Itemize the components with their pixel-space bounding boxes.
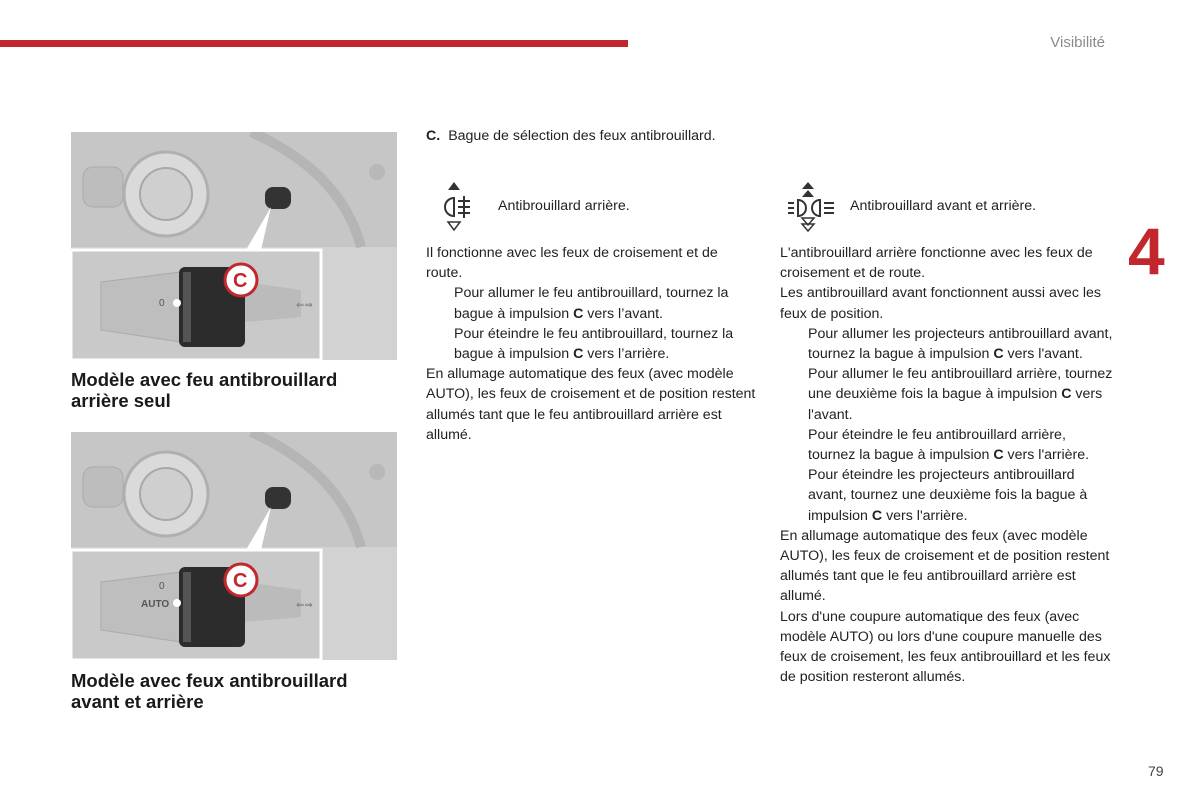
figure1-caption: Modèle avec feu antibrouillard arrière seul xyxy=(71,369,338,411)
header-accent-bar xyxy=(0,40,628,47)
svg-text:⇐⇒: ⇐⇒ xyxy=(296,600,313,611)
list-item: Pour allumer le feu antibrouillard, tournez la bague à impulsion C vers l’avant. xyxy=(454,285,729,322)
column-2-text: L'antibrouillard arrière fonctionne avec les feux de croisement et de route. Les antibrouillard avant fonctionnent aussi avec les feux de position. Pour allumer les projecteurs antibrouillard avant, tournez la bague à impulsion C vers l'avant. Pour allumer le feu antibrouillard arrière, tournez une deuxième fois la bague à impulsion C vers l'avant. Pour éteindre le feu antibrouillard arrière, tournez la bague à impulsion C vers l'arrière. Pour éteindre les projecteurs antibrouillard avant, tournez une deuxième fois la bague à impulsion C vers l'arrière. En allumage automatique des feux (avec modèle AUTO), les feux de croisement et de position restent allumés tant que le feu antibrouillard arrière est allumé. Lors d'une coupure automatique des feux (avec modèle AUTO) ou lors d'une coupure manuelle des feux de croisement, les feux antibrouillard et les feux de position resteront allumés. xyxy=(780,243,1116,687)
front-rear-fog-legend: Antibrouillard avant et arrière. xyxy=(786,180,1036,232)
list-item: Pour allumer les projecteurs antibrouillard avant, tournez la bague à impulsion C vers l'avant. xyxy=(808,325,1113,363)
column-1-text: Il fonctionne avec les feux de croisement et de route. Pour allumer le feu antibrouillard, tournez la bague à impulsion C vers l’avant. Pour éteindre le feu antibrouillard, tournez la bague à impulsion C vers l’arrière. En allumage automatique des feux (avec modèle AUTO), les feux de croisement et de position restent allumés tant que le feu antibrouillard arrière est allumé. xyxy=(426,245,756,443)
list-item: Pour allumer le feu antibrouillard arrière, tournez une deuxième fois la bague à impulsion C vers l'avant. xyxy=(808,366,1113,423)
rear-fog-icon xyxy=(440,180,484,232)
svg-text:⇐⇒: ⇐⇒ xyxy=(296,300,313,311)
callout-c: C xyxy=(233,570,248,592)
page-number: 79 xyxy=(1148,763,1164,779)
chapter-number: 4 xyxy=(1128,214,1165,288)
switch-label-0: 0 xyxy=(159,298,165,309)
switch-label-0: 0 xyxy=(159,581,165,592)
section-title: Visibilité xyxy=(1050,34,1105,51)
list-item: Pour éteindre le feu antibrouillard arrière, tournez la bague à impulsion C vers l'arrière. xyxy=(808,426,1090,464)
figure-rear-fog-switch xyxy=(71,132,397,360)
list-item: Pour éteindre les projecteurs antibrouillard avant, tournez une deuxième fois la bague à impulsion C vers l'arrière. xyxy=(808,467,1088,524)
figure-front-rear-fog-switch xyxy=(71,432,397,660)
front-rear-fog-icon xyxy=(786,180,838,232)
callout-c: C xyxy=(233,270,248,292)
switch-label-auto: AUTO xyxy=(141,599,170,610)
figure2-caption: Modèle avec feux antibrouillard avant et arrière xyxy=(71,670,348,712)
rear-fog-legend: Antibrouillard arrière. xyxy=(440,180,630,232)
legend-c: C. Bague de sélection des feux antibrouillard. xyxy=(426,128,716,144)
list-item: Pour éteindre le feu antibrouillard, tournez la bague à impulsion C vers l’arrière. xyxy=(454,325,734,363)
